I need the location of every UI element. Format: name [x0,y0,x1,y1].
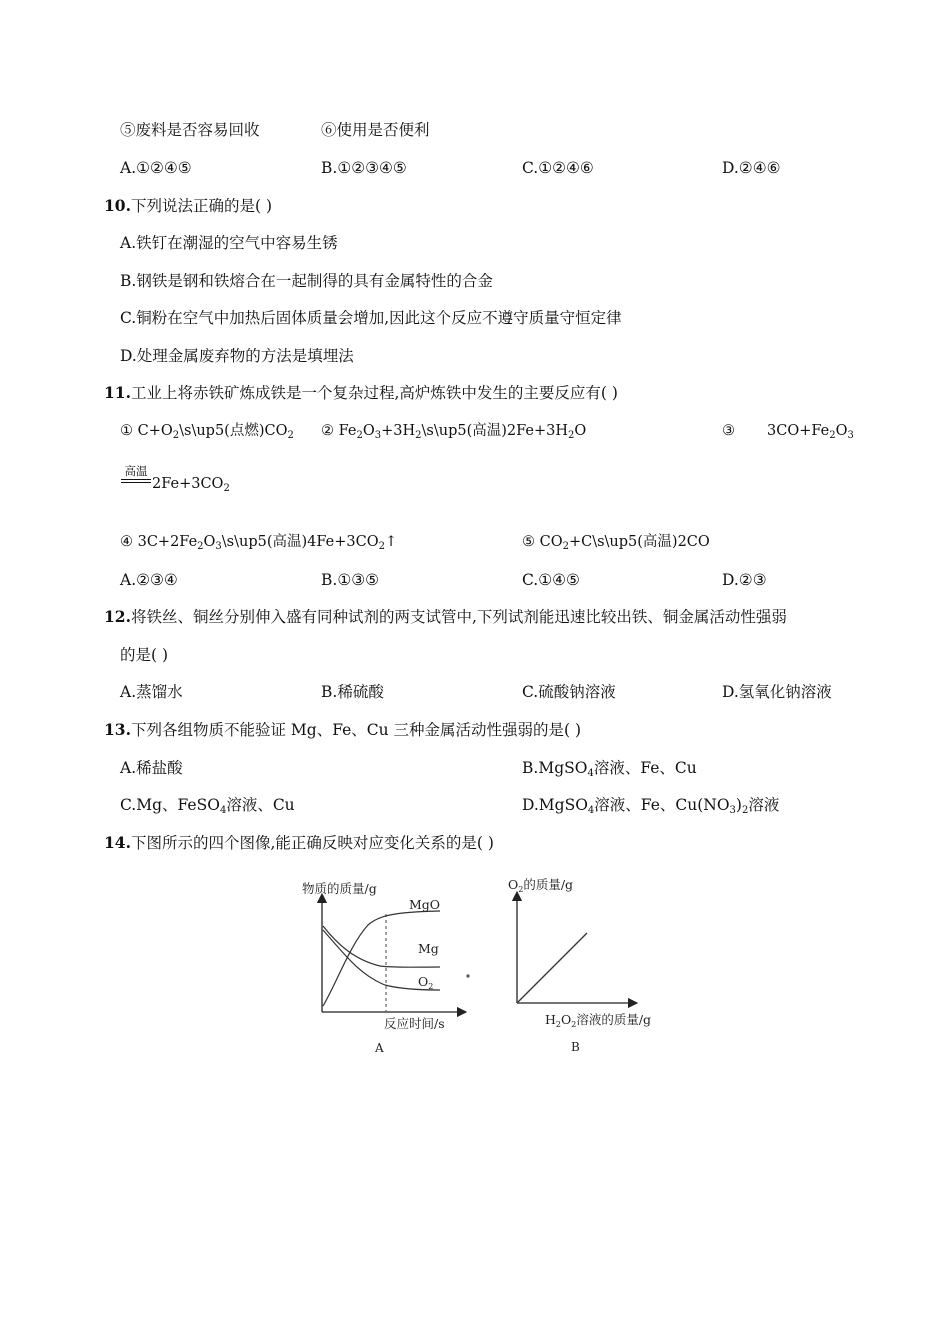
q12-option-b: B.稀硫酸 [321,683,384,701]
q13-option-b: B.MgSO$_4$溶液、Fe、Cu [522,759,697,779]
q10-option-c: C.铜粉在空气中加热后固体质量会增加,因此这个反应不遵守质量守恒定律 [120,309,622,327]
figure-b-xlabel: $H_2O_2$溶液的质量/g [545,1012,652,1029]
figure-a-label-o2: $O_2$ [418,974,434,991]
figure-b-line [518,933,587,1002]
q12-option-d: D.氢氧化钠溶液 [722,683,832,701]
figure-b-ylabel: $O_2$的质量/g [508,877,574,894]
q13-option-d: D.MgSO$_4$溶液、Fe、$Cu(NO_3)_2$溶液 [522,796,780,816]
q11-option-c: C.①④⑤ [522,571,580,589]
q11-reaction-1: ① $C+O_2\backslash s\backslash up5$(点燃)$CO_2$ [120,423,294,441]
q11-option-d: D.②③ [722,571,767,589]
q11-reaction-3-products: $2Fe+3CO_2$ [152,476,230,494]
q11-number: 11. [104,383,131,402]
q12-stem-line-2: 的是( ) [120,646,169,664]
q9-option-a: A.①②④⑤ [120,159,192,177]
q9-item-5: ⑤废料是否容易回收 [120,121,260,139]
q13-number: 13. [104,720,131,739]
figure-a [302,881,462,1055]
q13-option-c: C.Mg、FeSO$_4$溶液、Cu [120,796,295,816]
q13-text: 下列各组物质不能验证 Mg、Fe、Cu 三种金属活动性强弱的是( ) [130,721,582,739]
q9-option-c: C.①②④⑥ [522,159,594,177]
stray-dot [466,974,469,977]
figure-a-caption: A [375,1041,384,1055]
q14-text: 下图所示的四个图像,能正确反映对应变化关系的是( ) [130,834,494,852]
q9-item-6: ⑥使用是否便利 [321,121,430,139]
q12-option-a: A.蒸馏水 [120,683,183,701]
figure-a-xlabel: 反应时间/s [384,1016,445,1031]
q11-reaction-3-reactants: $3CO+Fe_2O_3$ [767,423,854,441]
q10-option-b: B.钢铁是钢和铁熔合在一起制得的具有金属特性的合金 [120,272,493,290]
q12-number: 12. [104,607,131,626]
q11-reaction-3-condition: 高温 [121,465,151,483]
q11-option-b: B.①③⑤ [321,571,380,589]
figure-a-ylabel: 物质的质量/g [302,881,377,896]
q11-reaction-3-num: ③ [722,423,735,439]
q10-option-a: A.铁钉在潮湿的空气中容易生锈 [120,234,338,252]
q9-option-b: B.①②③④⑤ [321,159,407,177]
q11-reaction-5: ⑤ $CO_2+C\backslash s\backslash up5$(高温)2CO [522,534,710,552]
q9-option-d: D.②④⑥ [722,159,781,177]
q12-option-c: C.硫酸钠溶液 [522,683,616,701]
q14-number: 14. [104,833,131,852]
q10-option-d: D.处理金属废弃物的方法是填埋法 [120,347,354,365]
figure-a-label-mg: Mg [418,941,439,956]
figure-a-label-mgo: MgO [409,897,441,912]
q11-reaction-2: ② $Fe_2O_3+3H_2\backslash s\backslash up5$(高温)$2Fe+3H_2O$ [321,423,587,441]
q10-number: 10. [104,196,131,215]
q11-reaction-4: ④ $3C+2Fe_2O_3\backslash s\backslash up5$(高温)$4Fe+3CO_2↑$ [120,534,398,552]
q12-text: 将铁丝、铜丝分别伸入盛有同种试剂的两支试管中,下列试剂能迅速比较出铁、铜金属活动性强弱 [130,608,787,626]
q10-text: 下列说法正确的是( ) [130,197,272,215]
q11-text: 工业上将赤铁矿炼成铁是一个复杂过程,高炉炼铁中发生的主要反应有( ) [130,384,618,402]
figure-a-mgo-curve [323,911,440,1006]
q13-option-a: A.稀盐酸 [120,759,183,777]
q11-option-a: A.②③④ [120,571,178,589]
figure-b [508,877,651,1054]
figure-b-caption: B [571,1040,580,1054]
